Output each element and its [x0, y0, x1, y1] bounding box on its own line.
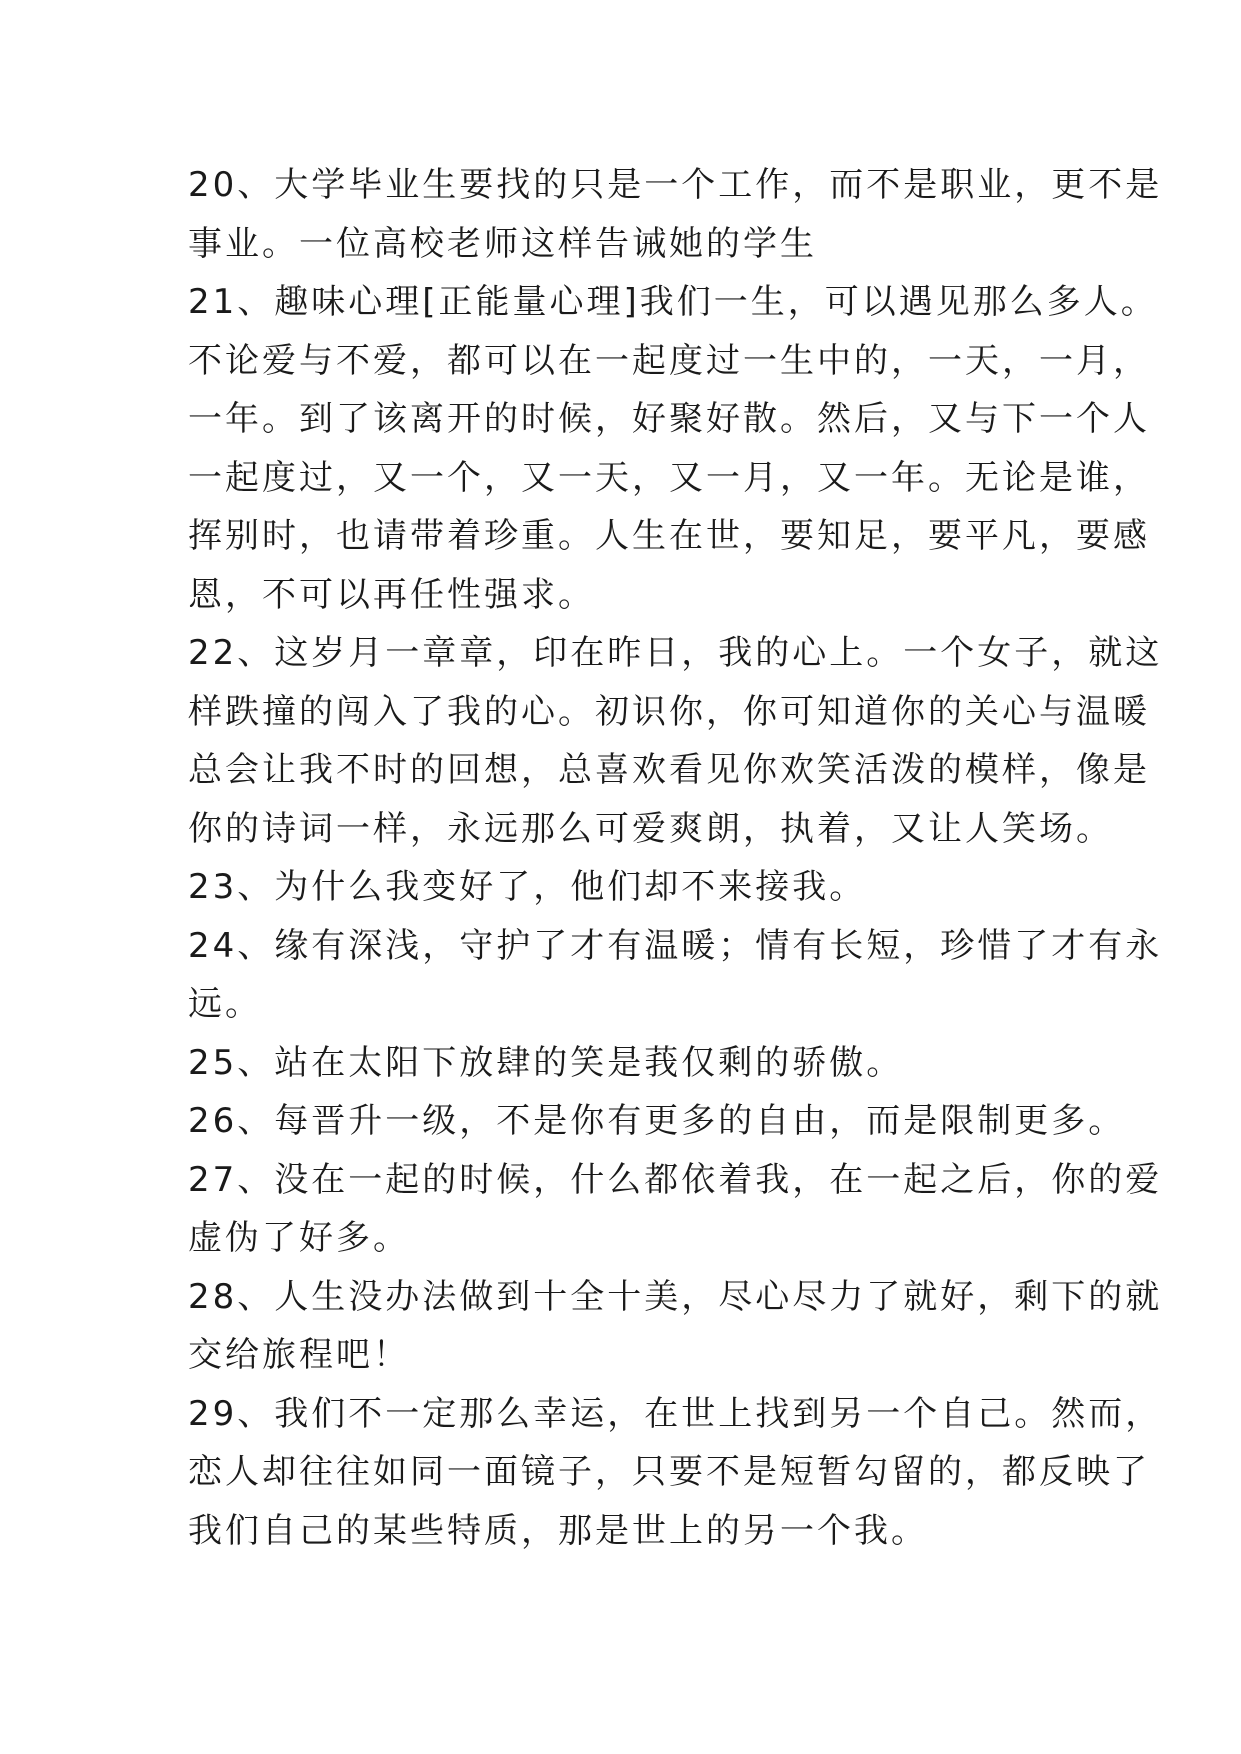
text-line: 挥别时，也请带着珍重。人生在世，要知足，要平凡，要感	[188, 516, 1150, 556]
text-line: 一起度过，又一个，又一天，又一月，又一年。无论是谁，	[188, 457, 1150, 498]
text-line: 24、缘有深浅，守护了才有温暖；情有长短，珍惜了才有永	[188, 925, 1163, 966]
text-line: 25、站在太阳下放肆的笑是莪仅剩的骄傲。	[188, 1042, 904, 1083]
text-line: 虚伪了好多。	[188, 1218, 410, 1258]
text-line: 恩，不可以再任性强求。	[188, 574, 595, 615]
text-line: 21、趣味心理[正能量心理]我们一生，可以遇见那么多人。	[188, 282, 1158, 322]
text-line: 你的诗词一样，永远那么可爱爽朗，执着，又让人笑场。	[188, 808, 1113, 849]
text-line: 22、这岁月一章章，印在昨日，我的心上。一个女子，就这	[188, 633, 1163, 673]
text-line: 29、我们不一定那么幸运，在世上找到另一个自己。然而，	[188, 1393, 1163, 1434]
text-line: 不论爱与不爱，都可以在一起度过一生中的，一天，一月，	[188, 340, 1150, 381]
document-body	[188, 156, 1163, 1560]
text-line: 恋人却往往如同一面镜子，只要不是短暂勾留的，都反映了	[188, 1452, 1150, 1492]
text-line: 交给旅程吧！	[188, 1335, 410, 1375]
text-line: 一年。到了该离开的时候，好聚好散。然后，又与下一个人	[188, 399, 1150, 439]
text-line: 26、每晋升一级，不是你有更多的自由，而是限制更多。	[188, 1101, 1126, 1141]
text-line: 23、为什么我变好了，他们却不来接我。	[188, 867, 867, 907]
text-line: 远。	[188, 984, 262, 1024]
text-line: 总会让我不时的回想，总喜欢看见你欢笑活泼的模样，像是	[188, 750, 1150, 790]
text-line: 事业。一位高校老师这样告诫她的学生	[188, 223, 817, 264]
text-line: 20、大学毕业生要找的只是一个工作，而不是职业，更不是	[188, 165, 1163, 205]
text-line: 我们自己的某些特质，那是世上的另一个我。	[188, 1510, 928, 1551]
text-line: 27、没在一起的时候，什么都依着我，在一起之后，你的爱	[188, 1159, 1163, 1200]
text-line: 样跌撞的闯入了我的心。初识你，你可知道你的关心与温暖	[188, 691, 1150, 732]
text-line: 28、人生没办法做到十全十美，尽心尽力了就好，剩下的就	[188, 1276, 1163, 1317]
